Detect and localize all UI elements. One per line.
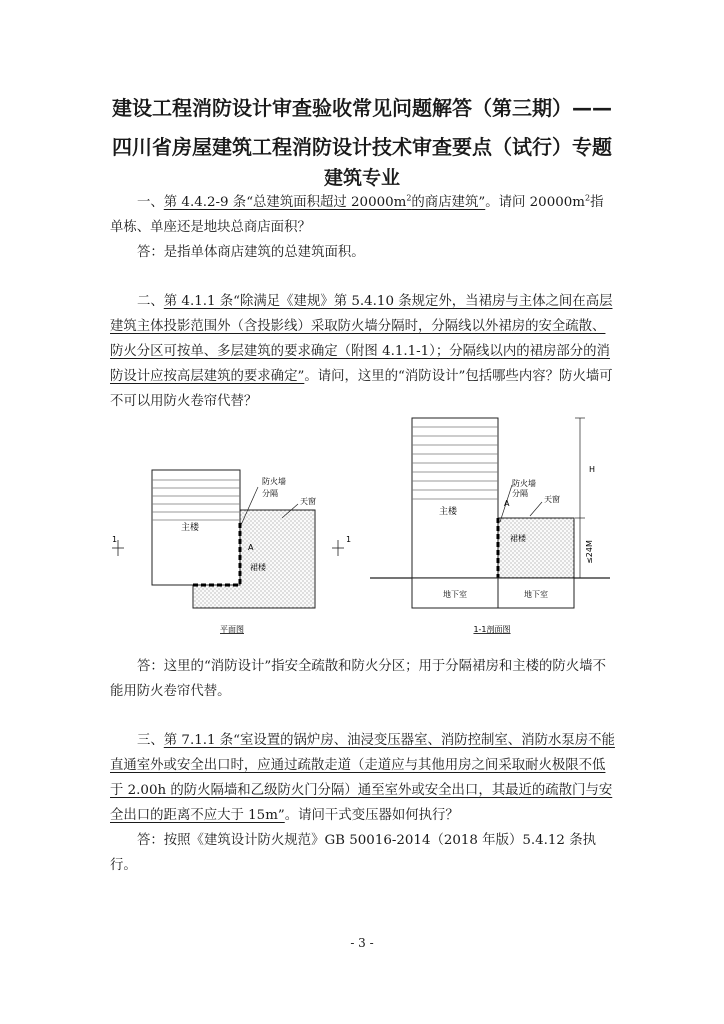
plan-partition-label: 分隔 (262, 489, 278, 498)
plan-section-left: 1 (112, 535, 118, 544)
basement-left-label: 地下室 (443, 590, 467, 599)
plan-figure (110, 460, 370, 640)
title-line-2: 四川省房屋建筑工程消防设计技术审查要点（试行）专题 (112, 135, 612, 159)
plan-skylight-label: 天窗 (300, 497, 316, 506)
section-figure (370, 410, 610, 640)
section-skylight-label: 天窗 (544, 495, 560, 504)
title-line-3: 建筑专业 (323, 167, 400, 189)
section-a-label: A (504, 499, 510, 508)
plan-podium-label: 裙楼 (250, 563, 266, 572)
plan-firewall-label: 防火墙 (262, 477, 286, 486)
section-firewall-label: 防火墙 (512, 479, 536, 488)
section-podium-label: 裙楼 (510, 534, 526, 543)
answer-2: 答：这里的“消防设计”指安全疏散和防火分区；用于分隔裙房和主楼的防火墙不能用防火卷帘代替。 (110, 659, 606, 699)
title-line-1: 建设工程消防设计审查验收常见问题解答（第三期）—— (112, 96, 612, 120)
basement-right-label: 地下室 (524, 590, 548, 599)
plan-main-label: 主楼 (180, 523, 200, 533)
section-caption: 1-1剖面图 (473, 625, 511, 634)
page-number: - 3 - (350, 936, 374, 950)
plan-section-right: 1 (346, 535, 352, 544)
section-main-rect (412, 418, 498, 578)
plan-a-label: A (248, 543, 254, 552)
answer-3: 答：按照《建筑设计防火规范》GB 50016-2014（2018 年版）5.4.12 条执行。 (110, 833, 596, 873)
plan-caption: 平面图 (220, 625, 244, 634)
question-2: 二、第 4.1.1 条“除满足《建规》第 5.4.10 条规定外，当裙房与主体之间在高层建筑主体投影范围外（含投影线）采取防火墙分隔时，分隔线以外裙房的安全疏散、防火分区可按单、多层建筑的要求确定（附图 4.1.1-1）；分隔线以内的裙房部分的消防设计应按高层建筑的要求确定”。请问，这里的“消防设计”包括哪些内容？防火墙可不可以用防火卷帘代替？ (110, 294, 613, 409)
dimension-h-label: H (588, 465, 596, 474)
section-partition-label: 分隔 (512, 489, 528, 498)
question-1: 一、第 4.4.2-9 条“总建筑面积超过 $20000m^2$的商店建筑”。请问 $20000m^2$指单栋、单座还是地块总商店面积？ (110, 193, 604, 235)
dimension-24-label: ≤24M (585, 540, 594, 564)
section-main-label: 主楼 (438, 507, 458, 517)
answer-1: 答：是指单体商店建筑的总建筑面积。 (137, 245, 365, 260)
question-3: 三、第 7.1.1 条“室设置的锅炉房、油浸变压器室、消防控制室、消防水泵房不能直通室外或安全出口时，应通过疏散走道（走道应与其他用房之间采取耐火极限不低于 2.00h 的防火隔墙和乙级防火门分隔）通至室外或安全出口，其最近的疏散门与安全出口的距离不应大于 15m”。请问干式变压器如何执行？ (110, 733, 615, 823)
section-podium-rect (498, 518, 574, 578)
